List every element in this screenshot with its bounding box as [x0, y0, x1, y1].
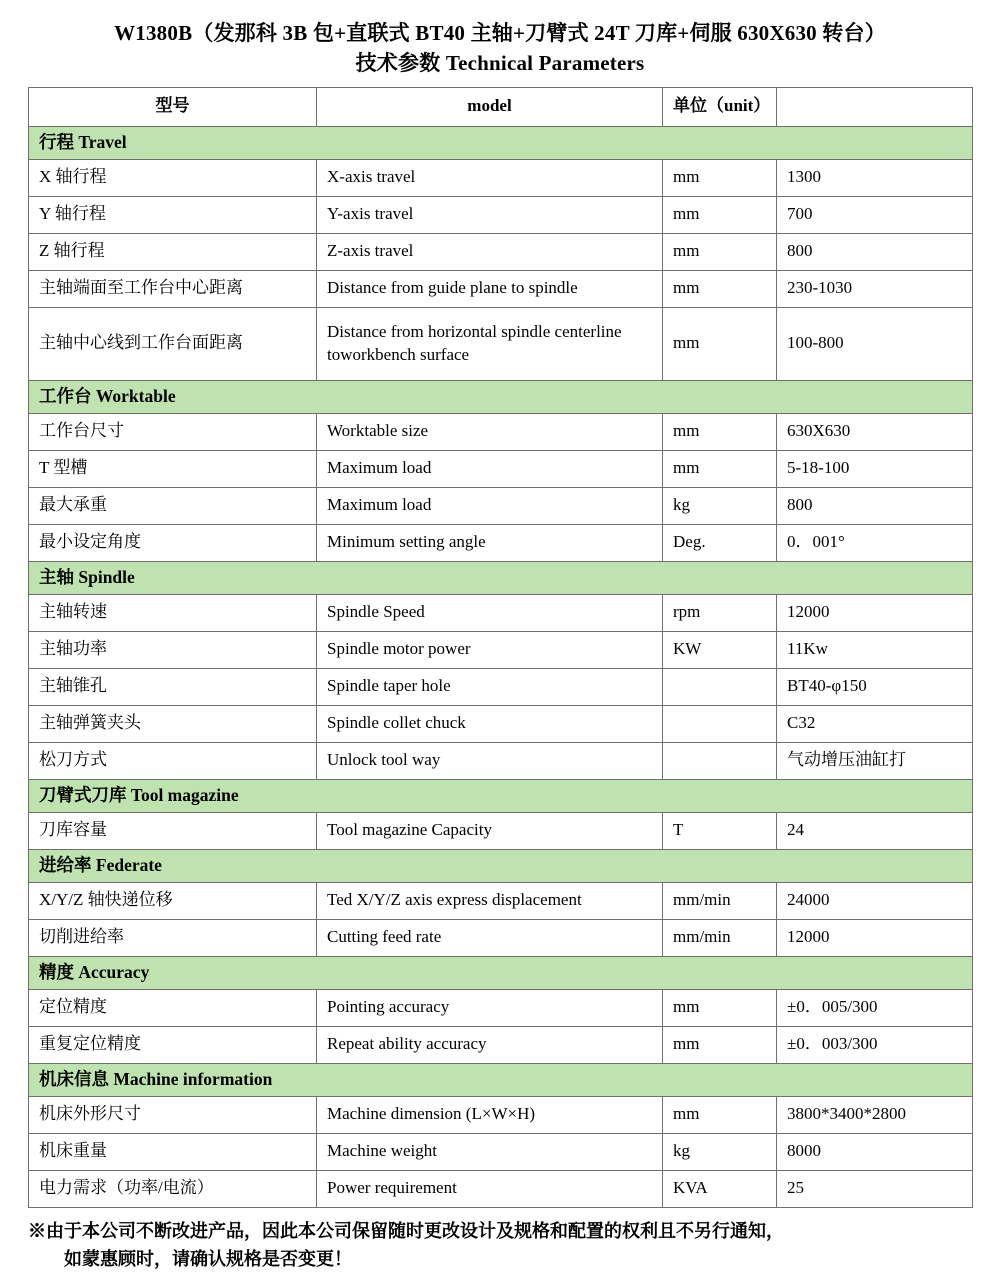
param-value: BT40-φ150	[777, 668, 973, 705]
header-cell-model-cn: 型号	[29, 87, 317, 126]
param-unit: mm/min	[663, 882, 777, 919]
param-name-en: Spindle taper hole	[317, 668, 663, 705]
param-value: 5-18-100	[777, 450, 973, 487]
table-row	[29, 631, 973, 668]
param-value: 230-1030	[777, 270, 973, 307]
param-value: 1300	[777, 159, 973, 196]
param-name-cn: 重复定位精度	[29, 1026, 317, 1063]
table-row	[29, 742, 973, 779]
table-header-row	[29, 87, 973, 126]
param-name-en: Spindle Speed	[317, 594, 663, 631]
param-unit	[663, 705, 777, 742]
param-unit: KW	[663, 631, 777, 668]
param-name-en: X-axis travel	[317, 159, 663, 196]
table-row	[29, 989, 973, 1026]
header-cell-unit: 单位（unit）	[663, 87, 777, 126]
table-row	[29, 1170, 973, 1207]
param-name-en: Machine dimension (L×W×H)	[317, 1096, 663, 1133]
param-name-cn: X/Y/Z 轴快递位移	[29, 882, 317, 919]
header-cell-model-en: model	[317, 87, 663, 126]
param-name-en: Ted X/Y/Z axis express displacement	[317, 882, 663, 919]
table-section-row	[29, 956, 973, 989]
section-label: 机床信息 Machine information	[29, 1063, 973, 1096]
param-unit	[663, 668, 777, 705]
param-name-cn: 机床重量	[29, 1133, 317, 1170]
param-unit: mm	[663, 1026, 777, 1063]
param-name-cn: 主轴弹簧夹头	[29, 705, 317, 742]
table-row	[29, 919, 973, 956]
param-unit: mm	[663, 413, 777, 450]
param-unit: kg	[663, 1133, 777, 1170]
param-name-en: Tool magazine Capacity	[317, 812, 663, 849]
param-value: 气动增压油缸打	[777, 742, 973, 779]
param-name-cn: T 型槽	[29, 450, 317, 487]
param-value: C32	[777, 705, 973, 742]
title-line-1: W1380B（发那科 3B 包+直联式 BT40 主轴+刀臂式 24T 刀库+伺服 630X630 转台）	[114, 21, 886, 45]
technical-parameters-table	[28, 87, 973, 1208]
param-name-cn: 机床外形尺寸	[29, 1096, 317, 1133]
section-label: 刀臂式刀库 Tool magazine	[29, 779, 973, 812]
param-name-cn: 定位精度	[29, 989, 317, 1026]
footnote	[28, 1218, 972, 1274]
table-row	[29, 1026, 973, 1063]
table-row	[29, 1096, 973, 1133]
section-label: 主轴 Spindle	[29, 561, 973, 594]
table-section-row	[29, 849, 973, 882]
param-value: 8000	[777, 1133, 973, 1170]
table-section-row	[29, 561, 973, 594]
param-name-cn: 电力需求（功率/电流）	[29, 1170, 317, 1207]
param-name-cn: Z 轴行程	[29, 233, 317, 270]
section-label: 进给率 Federate	[29, 849, 973, 882]
table-body	[29, 87, 973, 1207]
footnote-line-1: ※由于本公司不断改进产品，因此本公司保留随时更改设计及规格和配置的权利且不另行通知，	[28, 1220, 784, 1241]
param-name-cn: 刀库容量	[29, 812, 317, 849]
param-unit: kg	[663, 487, 777, 524]
section-label: 工作台 Worktable	[29, 380, 973, 413]
param-value: 100-800	[777, 307, 973, 380]
table-row	[29, 524, 973, 561]
param-unit: mm	[663, 1096, 777, 1133]
table-row	[29, 594, 973, 631]
param-value: 800	[777, 487, 973, 524]
param-unit: rpm	[663, 594, 777, 631]
param-value: 3800*3400*2800	[777, 1096, 973, 1133]
param-name-en: Power requirement	[317, 1170, 663, 1207]
param-name-en: Distance from horizontal spindle centerline toworkbench surface	[317, 307, 663, 380]
param-unit: Deg.	[663, 524, 777, 561]
param-unit: mm	[663, 270, 777, 307]
param-name-en: Machine weight	[317, 1133, 663, 1170]
param-name-en: Maximum load	[317, 450, 663, 487]
table-row	[29, 196, 973, 233]
param-unit: mm	[663, 450, 777, 487]
table-row	[29, 487, 973, 524]
table-row	[29, 233, 973, 270]
section-label: 行程 Travel	[29, 126, 973, 159]
section-label: 精度 Accuracy	[29, 956, 973, 989]
param-value: 800	[777, 233, 973, 270]
table-row	[29, 705, 973, 742]
param-name-en: Cutting feed rate	[317, 919, 663, 956]
page-title	[28, 18, 972, 79]
table-section-row	[29, 1063, 973, 1096]
param-name-en: Repeat ability accuracy	[317, 1026, 663, 1063]
table-section-row	[29, 779, 973, 812]
param-name-cn: 主轴转速	[29, 594, 317, 631]
param-unit: mm/min	[663, 919, 777, 956]
param-unit: T	[663, 812, 777, 849]
param-value: 12000	[777, 919, 973, 956]
param-value: 24000	[777, 882, 973, 919]
table-row	[29, 159, 973, 196]
param-name-en: Unlock tool way	[317, 742, 663, 779]
param-unit: mm	[663, 196, 777, 233]
table-row	[29, 450, 973, 487]
param-unit: KVA	[663, 1170, 777, 1207]
param-name-cn: 主轴端面至工作台中心距离	[29, 270, 317, 307]
param-value: 11Kw	[777, 631, 973, 668]
param-value: 0．001°	[777, 524, 973, 561]
footnote-line-2: 如蒙惠顾时，请确认规格是否变更！	[64, 1248, 352, 1269]
table-row	[29, 882, 973, 919]
param-unit: mm	[663, 159, 777, 196]
param-unit: mm	[663, 307, 777, 380]
param-name-en: Spindle motor power	[317, 631, 663, 668]
param-value: ±0．003/300	[777, 1026, 973, 1063]
param-unit	[663, 742, 777, 779]
table-row	[29, 1133, 973, 1170]
table-row	[29, 270, 973, 307]
param-value: 700	[777, 196, 973, 233]
param-name-cn: 工作台尺寸	[29, 413, 317, 450]
param-value: 630X630	[777, 413, 973, 450]
table-row	[29, 413, 973, 450]
table-row	[29, 812, 973, 849]
param-value: 25	[777, 1170, 973, 1207]
param-name-en: Worktable size	[317, 413, 663, 450]
param-unit: mm	[663, 233, 777, 270]
param-value: 24	[777, 812, 973, 849]
param-name-en: Pointing accuracy	[317, 989, 663, 1026]
table-section-row	[29, 126, 973, 159]
param-name-en: Spindle collet chuck	[317, 705, 663, 742]
header-cell-value	[777, 87, 973, 126]
param-name-cn: Y 轴行程	[29, 196, 317, 233]
param-name-cn: 最大承重	[29, 487, 317, 524]
param-name-cn: 松刀方式	[29, 742, 317, 779]
param-name-en: Distance from guide plane to spindle	[317, 270, 663, 307]
param-name-en: Z-axis travel	[317, 233, 663, 270]
param-name-en: Y-axis travel	[317, 196, 663, 233]
param-name-cn: X 轴行程	[29, 159, 317, 196]
table-row	[29, 307, 973, 380]
param-name-cn: 主轴功率	[29, 631, 317, 668]
param-name-en: Minimum setting angle	[317, 524, 663, 561]
param-value: 12000	[777, 594, 973, 631]
param-name-cn: 主轴中心线到工作台面距离	[29, 307, 317, 380]
param-name-cn: 主轴锥孔	[29, 668, 317, 705]
title-line-2: 技术参数 Technical Parameters	[355, 51, 645, 76]
table-row	[29, 668, 973, 705]
param-name-en: Maximum load	[317, 487, 663, 524]
table-section-row	[29, 380, 973, 413]
param-name-cn: 最小设定角度	[29, 524, 317, 561]
param-name-cn: 切削进给率	[29, 919, 317, 956]
param-unit: mm	[663, 989, 777, 1026]
param-value: ±0．005/300	[777, 989, 973, 1026]
